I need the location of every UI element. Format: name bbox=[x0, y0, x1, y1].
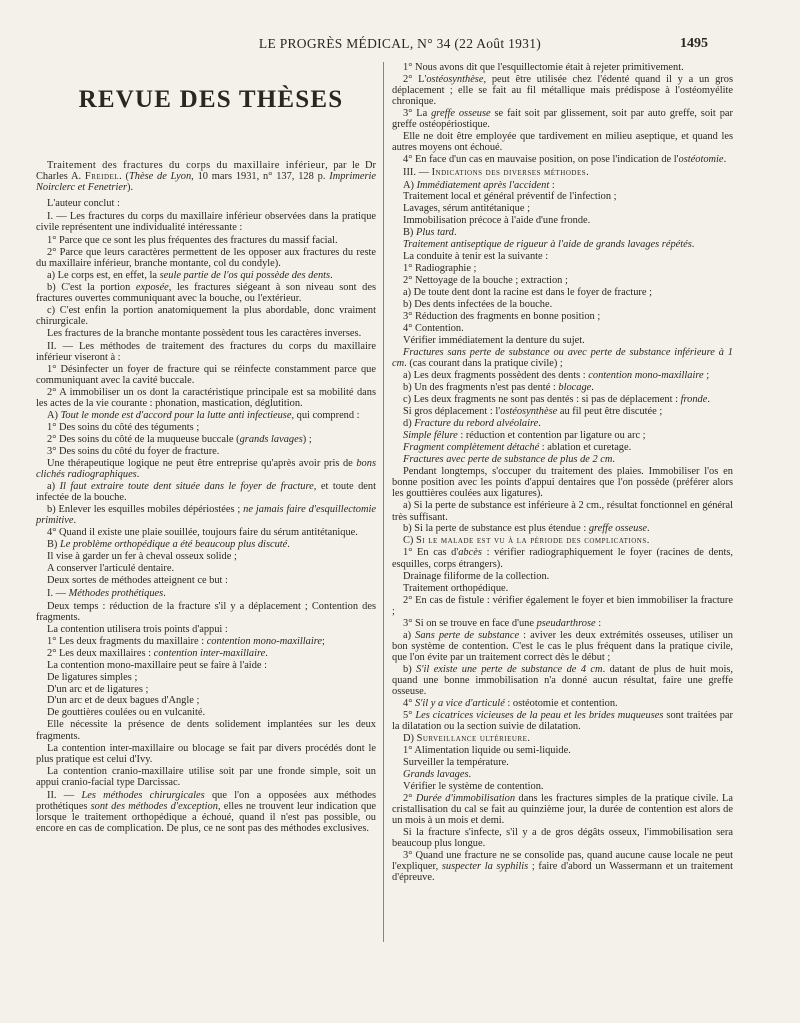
paragraph-p-ii-1: 1° Désinfecter un foyer de fracture qui se réinfecte constamment parce que communiquant avec la cavité buccale. bbox=[36, 364, 376, 387]
text-run: 2° Des soins du côté de la muqueuse buccale ( bbox=[47, 434, 240, 446]
italic-run: Les méthodes chirurgicales bbox=[81, 789, 205, 801]
italic-run: Fractures sans perte de substance ou avec perte de substance inférieure à 1 cm bbox=[392, 347, 733, 370]
paragraph-r-b18 bbox=[392, 454, 733, 465]
paragraph-p-ii-a3: 3° Des soins du côté du foyer de fracture. bbox=[47, 446, 220, 458]
italic-run: ostéotomie bbox=[678, 154, 724, 166]
italic-run: Fracture du rebord alvéolaire bbox=[414, 418, 539, 430]
paragraph-r-d bbox=[392, 733, 733, 744]
paragraph-r-b13 bbox=[392, 394, 733, 405]
paragraph-p-m1-7: D'un arc et de ligatures ; bbox=[47, 683, 149, 695]
text-run: , qui comprend : bbox=[291, 410, 360, 422]
italic-run: Il faut extraire toute dent située dans le foyer de fracture bbox=[59, 481, 314, 493]
text-run: : ostéotomie et contention. bbox=[504, 697, 618, 709]
paragraph-r-b21 bbox=[392, 523, 733, 534]
paragraph-r-b4: 2° Nettoyage de la bouche ; extraction ; bbox=[403, 275, 568, 287]
paragraph-p-m1-4 bbox=[36, 648, 376, 659]
paragraph-r-d3 bbox=[392, 769, 733, 780]
italic-run: pseudarthrose bbox=[536, 617, 596, 629]
text-run: . bbox=[287, 539, 290, 551]
paragraph-p-ii-a bbox=[36, 410, 376, 421]
paragraph-p-ii-b3: Deux sortes de méthodes atteignent ce but : bbox=[47, 575, 228, 587]
text-run: . bbox=[330, 269, 333, 281]
text-run: ) ; bbox=[302, 434, 312, 446]
text-run: . bbox=[163, 588, 166, 600]
paragraph-source-citation bbox=[36, 160, 376, 193]
paragraph-r-b6: b) Des dents infectées de la bouche. bbox=[403, 299, 553, 311]
text-run: Si gros déplacement : l' bbox=[403, 406, 501, 418]
text-run: 2° bbox=[403, 792, 416, 804]
paragraph-r-c1 bbox=[392, 547, 733, 569]
paragraph-r-b12 bbox=[392, 382, 733, 393]
text-run: que l'on a opposées aux méthodes prothétiques bbox=[36, 789, 376, 812]
paragraph-r-b3: 1° Radiographie ; bbox=[403, 263, 477, 275]
italic-run: fronde bbox=[680, 394, 708, 406]
paragraph-p-i-2: 2° Parce que leurs caractères permettent de les opposer aux fractures du reste du maxillaire inférieur, branche montante, col du condyle). bbox=[36, 246, 376, 269]
paragraph-r-d6: Si la fracture s'infecte, s'il y a de gros dégâts osseux, l'immobilisation sera beaucoup plus longue. bbox=[392, 827, 733, 850]
italic-run: blocage bbox=[558, 382, 592, 394]
text-run: a) Le corps est, en effet, la bbox=[47, 269, 160, 281]
paragraph-r-c2: Drainage filiforme de la collection. bbox=[403, 570, 550, 582]
italic-run: Traitement antiseptique de rigueur à l'aide de grands lavages répétés bbox=[403, 239, 692, 251]
paragraph-r-b8: 4° Contention. bbox=[403, 323, 464, 335]
paragraph-p-m1-11: La contention inter-maxillaire ou blocage se fait par divers procédés dont le plus pratique est celui d'Ivy. bbox=[36, 742, 376, 765]
paragraph-p-i-a bbox=[36, 270, 376, 281]
paragraph-p-ii-a1: 1° Des soins du côté des téguments ; bbox=[47, 422, 200, 434]
italic-run: seule partie de l'os qui possède des dents bbox=[159, 269, 331, 281]
text-run: 3° Quand une fracture ne se consolide pas, quand aucune cause locale ne peut l'expliquer, bbox=[392, 850, 733, 873]
text-run: ; bbox=[703, 370, 710, 382]
paragraph-p-m1-9: De gouttières coulées ou en vulcanité. bbox=[47, 707, 206, 719]
paragraph-r-b5: a) De toute dent dont la racine est dans le foyer de fracture ; bbox=[403, 287, 652, 299]
paragraph-r-c9 bbox=[392, 710, 733, 732]
text-run: A) bbox=[47, 410, 61, 422]
text-run: . bbox=[612, 454, 615, 466]
text-run: b) C'est la portion bbox=[47, 281, 136, 293]
italic-run: exposée bbox=[135, 281, 169, 293]
paragraph-p-m1-5: La contention mono-maxillaire peut se faire à l'aide : bbox=[47, 659, 267, 671]
paragraph-p-i-d: Les fractures de la branche montante possèdent tous les caractères inverses. bbox=[47, 327, 362, 339]
paragraph-p-ii-a6 bbox=[36, 504, 376, 526]
paragraph-r-b bbox=[392, 227, 733, 238]
italic-run: Thèse de Lyon bbox=[128, 171, 192, 183]
paragraph-r-b14 bbox=[392, 406, 733, 417]
section-title: REVUE DES THÈSES bbox=[78, 86, 344, 113]
paragraph-p-ii-b bbox=[36, 539, 376, 550]
text-run: : bbox=[595, 617, 602, 629]
paragraph-r-5 bbox=[392, 154, 733, 165]
text-run: se fait soit par glissement, soit par auto greffe, soit par greffe ostéopériostique. bbox=[392, 108, 733, 131]
paragraph-r-b17 bbox=[392, 442, 733, 453]
text-run: a) bbox=[403, 629, 416, 641]
text-run: : bbox=[549, 179, 555, 191]
paragraph-p-ii-a7: 4° Quand il existe une plaie souillée, toujours faire du sérum antitétanique. bbox=[47, 527, 358, 539]
text-run: : ablation et curetage. bbox=[539, 442, 632, 454]
paragraph-r-b16 bbox=[392, 430, 733, 441]
paragraph-p-ii-b1: Il vise à garder un fer à cheval osseux solide ; bbox=[47, 551, 237, 563]
text-run: D) bbox=[403, 732, 417, 744]
italic-run: Fragment complètement détaché bbox=[403, 442, 540, 454]
text-run: au fil peut être discutée ; bbox=[557, 406, 663, 418]
text-run: fonctionnel en général très suffisant. bbox=[392, 500, 733, 523]
paragraph-p-ii-2: 2° A immobiliser un os dont la caractéristique principale est sa mobilité dans les actes de la vie courante : phonation, mastication, déglutition. bbox=[36, 387, 376, 410]
paragraph-r-c8 bbox=[392, 698, 733, 709]
italic-run: S'il y a vice d'articulé bbox=[414, 697, 505, 709]
text-run: . bbox=[646, 535, 650, 547]
italic-run: Méthodes prothétiques bbox=[68, 588, 164, 600]
paragraph-intro: L'auteur conclut : bbox=[47, 198, 120, 210]
italic-run: Simple fêlure bbox=[403, 430, 458, 442]
text-run: b) Enlever les esquilles mobiles dépériostées ; bbox=[47, 504, 244, 516]
paragraph-p-m1-8: D'un arc et de deux bagues d'Angle ; bbox=[47, 695, 200, 707]
paragraph-r-4: Elle ne doit être employée que tardivement en milieu aseptique, et quand les autres moyens ont échoué. bbox=[392, 131, 733, 154]
text-run: . bbox=[265, 647, 268, 659]
italic-run: Plus tard bbox=[416, 227, 455, 239]
text-run: . bbox=[136, 469, 140, 481]
text-run: , et toute dent infectée de la bouche. bbox=[36, 481, 376, 504]
paragraph-p-ii-b2: A conserver l'articulé dentaire. bbox=[47, 563, 175, 575]
paragraph-r-b2: La conduite à tenir est la suivante : bbox=[403, 251, 549, 263]
text-run: 3° La bbox=[403, 108, 432, 120]
text-run: III. — bbox=[403, 167, 432, 179]
text-run: a) bbox=[47, 481, 60, 493]
italic-run: bons clichés radiographiques bbox=[36, 458, 376, 481]
text-run: II. — bbox=[47, 789, 82, 801]
column-divider bbox=[383, 62, 384, 942]
italic-run: abcès bbox=[458, 547, 482, 559]
paragraph-r-c5 bbox=[392, 618, 733, 629]
text-run: 1° En cas d' bbox=[403, 547, 459, 559]
paragraph-r-b20 bbox=[392, 500, 733, 522]
paragraph-p-i-c: c) C'est enfin la portion anatomiquement la plus abordable, donc vraiment chirurgicale. bbox=[36, 304, 376, 327]
italic-run: sont des méthodes d'exception bbox=[90, 800, 218, 812]
text-run: B) bbox=[47, 539, 60, 551]
italic-run: grands lavages bbox=[239, 434, 303, 446]
italic-run: S'il existe une perte de substance de 4 cm bbox=[416, 663, 603, 675]
italic-run: suspecter la syphilis bbox=[441, 861, 529, 873]
paragraph-r-c bbox=[392, 535, 733, 546]
text-run: , peut être utilisée chez l'édenté quand il y a un gros déplacement ; elle se fait au fil métallique mais prédispose à l'ostéomyélite chronique. bbox=[392, 73, 733, 108]
text-run: Surveillance ultérieure bbox=[416, 732, 528, 744]
text-run: , par le Dr Charles A. bbox=[36, 160, 376, 183]
text-run: c) Les deux fragments ne sont pas dentés : si pas de déplacement : bbox=[403, 394, 681, 406]
paragraph-p-m1-2: La contention utilisera trois points d'appui : bbox=[47, 623, 228, 635]
paragraph-p-i: I. — Les fractures du corps du maxillaire inférieur observées dans la pratique civile représentent une individualité intéressante : bbox=[36, 211, 376, 234]
paragraph-p-m1-12: La contention cranio-maxillaire utilise soit par une fronde simple, soit un appui cranio-facial type Darcissac. bbox=[36, 765, 376, 788]
text-run: 3° Si on se trouve en face d'une bbox=[403, 617, 537, 629]
paragraph-r-3 bbox=[392, 108, 733, 130]
text-run: . bbox=[723, 154, 727, 166]
paragraph-p-ii-a5 bbox=[36, 481, 376, 503]
paragraph-r-b11 bbox=[392, 370, 733, 381]
text-run: . datant de plus de huit mois, quand une bonne immobilisation n'a donné aucun résultat, faire une greffe osseuse. bbox=[392, 663, 733, 697]
text-run: b) bbox=[403, 663, 417, 675]
text-run: . bbox=[647, 523, 650, 535]
paragraph-r-b9: Vérifier immédiatement la denture du sujet. bbox=[403, 335, 585, 347]
text-run: , 10 mars 1931, n° 137, 128 p. bbox=[191, 171, 330, 183]
italic-run: Immédiatement après l'accident bbox=[416, 179, 550, 191]
italic-run: ne jamais faire d'esquillectomie primitive bbox=[36, 504, 376, 527]
paragraph-p-m1-6: De ligatures simples ; bbox=[47, 671, 138, 683]
text-run: ). bbox=[126, 182, 134, 194]
paragraph-p-m1-10: Elle nécessite la présence de dents solidement implantées sur les deux fragments. bbox=[36, 719, 376, 742]
paragraph-r-b10 bbox=[392, 347, 733, 369]
italic-run: Imprimerie Noirclerc et Fenetrier bbox=[36, 171, 377, 194]
italic-run: Grands lavages bbox=[403, 768, 469, 780]
text-run: A) bbox=[403, 179, 417, 191]
text-run: . bbox=[73, 515, 77, 527]
paragraph-r-b1 bbox=[392, 239, 733, 250]
italic-run: Les cicatrices vicieuses de la peau et les brides muqueuses bbox=[415, 709, 664, 721]
text-run: Indications des diverses méthodes bbox=[431, 167, 587, 179]
text-run: b) Si la perte de substance est plus étendue : bbox=[403, 523, 589, 535]
left-column bbox=[36, 62, 376, 835]
italic-run: Durée d'immobilisation bbox=[415, 792, 516, 804]
italic-run: ostéosynthèse bbox=[426, 73, 484, 85]
text-run: 5° bbox=[403, 709, 416, 721]
text-run: Freidel bbox=[84, 171, 120, 183]
italic-run: Tout le monde est d'accord pour la lutte anti infectieuse bbox=[60, 410, 292, 422]
paragraph-r-iii bbox=[392, 167, 733, 178]
text-run: . bbox=[538, 418, 541, 430]
text-run: . bbox=[468, 768, 472, 780]
paragraph-p-ii-a4 bbox=[36, 458, 376, 480]
paragraph-p-m2 bbox=[36, 790, 376, 834]
text-run: a) Si la perte de substance est inférieure à 2 cm., bbox=[403, 500, 607, 512]
paragraph-r-a1: Traitement local et général préventif de l'infection ; bbox=[403, 191, 617, 203]
text-run: , les fractures siégeant à son niveau sont des fractures ouvertes communiquant avec la bouche, ou l'extérieur. bbox=[36, 281, 376, 304]
paragraph-p-m1-3 bbox=[36, 636, 376, 647]
text-run: ; bbox=[322, 635, 325, 647]
paragraph-r-d7 bbox=[392, 850, 733, 883]
text-run: Une thérapeutique logique ne peut être entreprise qu'après avoir pris de bbox=[47, 458, 357, 470]
text-run: . bbox=[691, 239, 695, 251]
text-run: a) Les deux fragments possèdent des dents : bbox=[403, 370, 589, 382]
italic-run: contention mono-maxillaire bbox=[206, 635, 323, 647]
paragraph-r-d4: Vérifier le système de contention. bbox=[403, 780, 544, 792]
paragraph-r-c6 bbox=[392, 630, 733, 663]
text-run: . bbox=[454, 227, 457, 239]
paragraph-r-c3: Traitement orthopédique. bbox=[403, 582, 509, 594]
text-run: 2° Les deux maxillaires : bbox=[47, 647, 154, 659]
paragraph-r-2 bbox=[392, 74, 733, 107]
text-run: . bbox=[586, 167, 589, 179]
running-title: LE PROGRÈS MÉDICAL, N° 34 (22 Août 1931) bbox=[258, 36, 542, 51]
italic-run: ostéosynthèse bbox=[500, 406, 558, 418]
text-run: . bbox=[527, 732, 530, 744]
text-run: I. — bbox=[47, 588, 69, 600]
text-run: C) bbox=[403, 535, 416, 547]
paragraph-r-a bbox=[392, 180, 733, 191]
text-run: B) bbox=[403, 227, 416, 239]
text-run: résultat bbox=[606, 500, 638, 512]
text-run: b) Un des fragments n'est pas denté : bbox=[403, 382, 559, 394]
italic-run: Le problème orthopédique a été beaucoup plus discuté bbox=[60, 539, 288, 551]
paragraph-p-i-1: 1° Parce que ce sont les plus fréquentes des fractures du massif facial. bbox=[47, 234, 338, 246]
italic-run: contention mono-maxillaire bbox=[588, 370, 704, 382]
text-run: . (cas courant dans la pratique civile) ; bbox=[404, 358, 563, 370]
text-run: 4° bbox=[403, 697, 415, 709]
italic-run: greffe osseuse bbox=[588, 523, 648, 535]
paragraph-p-i-b bbox=[36, 282, 376, 304]
paragraph-r-c4: 2° En cas de fistule : vérifier également le foyer et bien immobiliser la fracture ; bbox=[392, 594, 733, 617]
italic-run: contention inter-maxillaire bbox=[153, 647, 266, 659]
text-run: Traitement des fractures du corps du maxillaire inférieur bbox=[47, 160, 326, 171]
text-run: : vérifier radiographiquement le foyer (racines de dents, esquilles, corps étrangers). bbox=[392, 547, 733, 570]
paragraph-r-1: 1° Nous avons dit que l'esquillectomie était à rejeter primitivement. bbox=[403, 62, 684, 73]
text-run: . bbox=[591, 382, 594, 394]
italic-run: Fractures avec perte de substance de plus de 2 cm bbox=[403, 454, 613, 466]
text-run: Si le malade est vu à la période des complications bbox=[416, 535, 647, 547]
text-run: 2° L' bbox=[403, 73, 427, 85]
text-run: . bbox=[707, 394, 710, 406]
text-run: . ( bbox=[119, 171, 129, 183]
italic-run: Sans perte de substance bbox=[415, 629, 520, 641]
paragraph-p-ii-a2 bbox=[36, 434, 376, 445]
paragraph-r-b15 bbox=[392, 418, 733, 429]
paragraph-r-d1: 1° Alimentation liquide ou semi-liquide. bbox=[403, 744, 571, 756]
paragraph-r-d2: Surveiller la température. bbox=[403, 756, 509, 768]
text-run: , elles ne trouvent leur indication que lorsque le traitement orthopédique a échoué, quand il n'est pas possible, ou encore en cas de complication. De plus, ce ne sont pas des méthodes exclusives. bbox=[36, 800, 377, 835]
text-run: 1° Les deux fragments du maxillaire : bbox=[47, 635, 207, 647]
paragraph-p-m1-1: Deux temps : réduction de la fracture s'il y a déplacement ; Contention des fragments. bbox=[36, 600, 376, 623]
text-run: dans les fractures simples de la pratique civile. La cristallisation du cal se fait au quinzième jour, la durée de contention est alors de un mois à un mois et demi. bbox=[392, 792, 733, 827]
paragraph-r-b7: 3° Réduction des fragments en bonne position ; bbox=[403, 311, 601, 323]
paragraph-r-b19: Pendant longtemps, s'occuper du traitement des plaies. Immobiliser l'os en bonne position avec les points d'appui dentaires que l'on possède (préférer alors les gouttières coulées aux ligatures). bbox=[392, 466, 733, 500]
paragraph-r-a3: Immobilisation précoce à l'aide d'une fronde. bbox=[403, 215, 591, 227]
text-run: 4° En face d'un cas en mauvaise position, on pose l'indication de l' bbox=[403, 154, 679, 166]
text-run: : réduction et contention par ligature ou arc ; bbox=[457, 430, 646, 442]
paragraph-r-a2: Lavages, sérum antitétanique ; bbox=[403, 203, 530, 215]
paragraph-r-d5 bbox=[392, 793, 733, 826]
paragraph-p-m1 bbox=[36, 588, 376, 599]
paragraph-p-ii: II. — Les méthodes de traitement des fractures du corps du maxillaire inférieur viseront à : bbox=[36, 340, 376, 363]
paragraph-r-c7 bbox=[392, 664, 733, 697]
page-header bbox=[0, 36, 800, 54]
right-column bbox=[392, 62, 733, 884]
page-number: 1495 bbox=[680, 36, 708, 51]
text-run: : aviver les deux extrémités osseuses, utiliser un bon système de contention. C'est le cas le plus fréquent dans la pratique civile, que l'on évite par un traitement correct dès le début ; bbox=[392, 629, 734, 663]
text-run: sont traitées par la dilatation ou la section suivie de dilatation. bbox=[392, 709, 733, 732]
text-run: d) bbox=[403, 418, 415, 430]
italic-run: greffe osseuse bbox=[431, 108, 491, 120]
text-run: ; faire d'abord un Wassermann et un traitement d'épreuve. bbox=[392, 861, 733, 884]
